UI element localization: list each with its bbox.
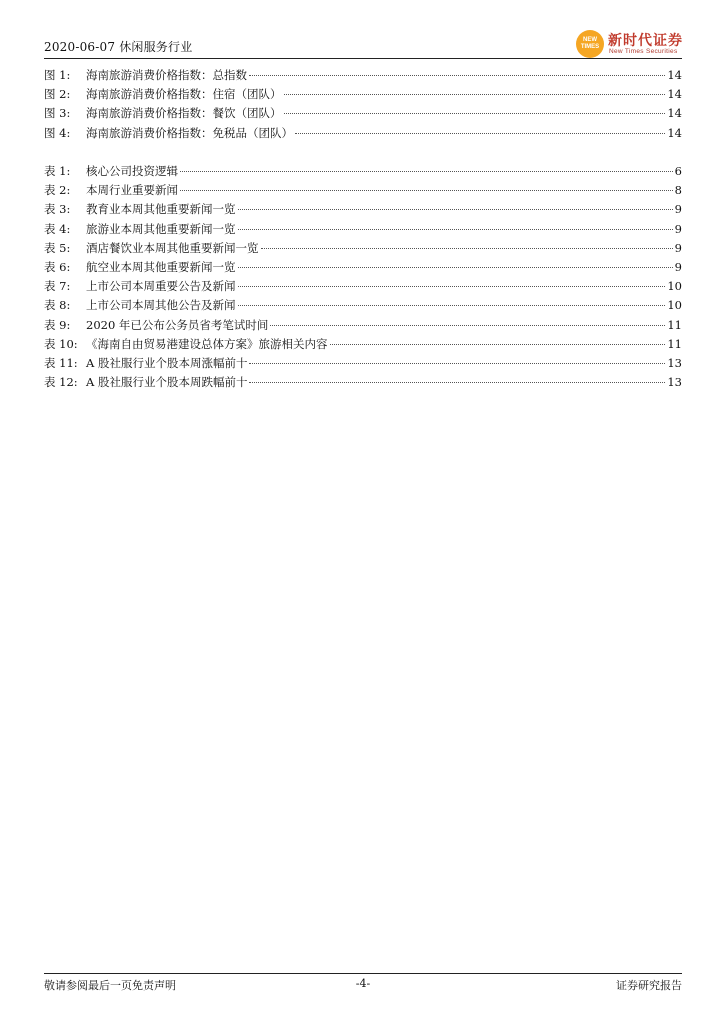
table-toc-entry-title: 上市公司本周其他公告及新闻 bbox=[86, 298, 236, 313]
table-toc-entry-page: 6 bbox=[674, 164, 682, 178]
company-logo bbox=[576, 30, 686, 60]
logo-mark-icon bbox=[576, 30, 604, 58]
dot-leader bbox=[249, 362, 665, 364]
dot-leader bbox=[238, 285, 666, 287]
figure-toc-entry-page: 14 bbox=[667, 125, 682, 140]
table-toc-entry-number: 表 2: bbox=[44, 183, 71, 198]
dot-leader bbox=[180, 170, 673, 172]
header-divider bbox=[44, 58, 682, 59]
table-toc-entry-title: 航空业本周其他重要新闻一览 bbox=[86, 259, 236, 274]
dot-leader bbox=[270, 324, 665, 326]
dot-leader bbox=[249, 381, 665, 383]
table-toc-entry-page: 9 bbox=[674, 221, 682, 236]
table-toc-entry-number: 表 5: bbox=[44, 240, 71, 255]
table-toc-entry[interactable] bbox=[44, 162, 682, 181]
dot-leader bbox=[261, 247, 673, 249]
header-date-category: 2020-06-07 休闲服务行业 bbox=[44, 40, 193, 54]
figure-toc bbox=[44, 66, 682, 143]
figure-toc-entry[interactable] bbox=[44, 66, 682, 85]
logo-cn-name: 新时代证券 bbox=[608, 33, 683, 49]
table-toc-entry-title: 本周行业重要新闻 bbox=[86, 183, 178, 198]
dot-leader bbox=[284, 93, 666, 95]
table-toc-entry-page: 9 bbox=[674, 259, 682, 274]
table-toc-list bbox=[44, 162, 682, 392]
logo-mark-line2: TIMES bbox=[580, 44, 600, 50]
table-toc-entry[interactable] bbox=[44, 316, 682, 335]
dot-leader bbox=[330, 343, 666, 345]
table-toc-entry-page: 10 bbox=[667, 298, 682, 313]
figure-toc-entry-number: 图 3: bbox=[44, 106, 71, 121]
figure-toc-entry-title: 海南旅游消费价格指数：餐饮（团队） bbox=[86, 106, 282, 121]
figure-toc-entry-number: 图 2: bbox=[44, 87, 71, 102]
table-toc-entry-title: 上市公司本周重要公告及新闻 bbox=[86, 279, 236, 294]
footer-divider bbox=[44, 973, 682, 974]
table-toc-entry[interactable] bbox=[44, 220, 682, 239]
table-toc-entry-title: A 股社服行业个股本周跌幅前十 bbox=[86, 375, 248, 390]
table-toc bbox=[44, 162, 682, 392]
table-toc-entry-number: 表 10: bbox=[44, 336, 78, 351]
dot-leader bbox=[238, 266, 673, 268]
figure-toc-entry-page: 14 bbox=[667, 68, 682, 82]
table-toc-entry[interactable] bbox=[44, 354, 682, 373]
table-toc-entry[interactable] bbox=[44, 296, 682, 315]
table-toc-entry[interactable] bbox=[44, 181, 682, 200]
figure-toc-entry-number: 图 4: bbox=[44, 125, 71, 140]
table-toc-entry-number: 表 12: bbox=[44, 375, 78, 390]
dot-leader bbox=[295, 132, 665, 134]
table-toc-entry-title: 旅游业本周其他重要新闻一览 bbox=[86, 221, 236, 236]
table-toc-entry-title: 2020 年已公布公务员省考笔试时间 bbox=[86, 317, 269, 332]
table-toc-entry[interactable] bbox=[44, 335, 682, 354]
footer-report-type: 证券研究报告 bbox=[616, 979, 682, 992]
dot-leader bbox=[238, 304, 666, 306]
figure-toc-entry[interactable] bbox=[44, 124, 682, 143]
figure-toc-entry[interactable] bbox=[44, 104, 682, 123]
table-toc-entry-title: A 股社服行业个股本周涨幅前十 bbox=[86, 355, 248, 370]
table-toc-entry-page: 11 bbox=[667, 317, 682, 332]
figure-toc-list bbox=[44, 66, 682, 143]
table-toc-entry-number: 表 9: bbox=[44, 317, 71, 332]
table-toc-entry-page: 9 bbox=[674, 240, 682, 255]
table-toc-entry-number: 表 3: bbox=[44, 202, 71, 217]
table-toc-entry[interactable] bbox=[44, 277, 682, 296]
table-toc-entry-number: 表 6: bbox=[44, 259, 71, 274]
table-toc-entry[interactable] bbox=[44, 239, 682, 258]
table-toc-entry[interactable] bbox=[44, 373, 682, 392]
table-toc-entry-number: 表 8: bbox=[44, 298, 71, 313]
table-toc-entry-page: 13 bbox=[667, 355, 682, 370]
figure-toc-entry-page: 14 bbox=[667, 87, 682, 102]
dot-leader bbox=[284, 112, 666, 114]
table-toc-entry-title: 教育业本周其他重要新闻一览 bbox=[86, 202, 236, 217]
table-toc-entry-page: 13 bbox=[667, 375, 682, 390]
footer-disclaimer: 敬请参阅最后一页免责声明 bbox=[44, 979, 176, 992]
table-toc-entry-number: 表 11: bbox=[44, 355, 78, 370]
page-footer bbox=[44, 977, 682, 993]
page-number: -4- bbox=[355, 977, 371, 990]
dot-leader bbox=[249, 74, 665, 76]
logo-mark-line1: NEW bbox=[583, 37, 597, 43]
table-toc-entry[interactable] bbox=[44, 200, 682, 219]
table-toc-entry-title: 核心公司投资逻辑 bbox=[86, 164, 178, 178]
table-toc-entry-page: 10 bbox=[667, 279, 682, 294]
table-toc-entry-page: 9 bbox=[674, 202, 682, 217]
dot-leader bbox=[238, 208, 673, 210]
table-toc-entry-number: 表 1: bbox=[44, 164, 71, 178]
table-toc-entry-title: 酒店餐饮业本周其他重要新闻一览 bbox=[86, 240, 259, 255]
table-toc-entry-title: 《海南自由贸易港建设总体方案》旅游相关内容 bbox=[86, 336, 328, 351]
dot-leader bbox=[238, 228, 673, 230]
table-toc-entry-number: 表 4: bbox=[44, 221, 71, 236]
figure-toc-entry[interactable] bbox=[44, 85, 682, 104]
figure-toc-entry-title: 海南旅游消费价格指数：免税品（团队） bbox=[86, 125, 293, 140]
figure-toc-entry-title: 海南旅游消费价格指数：住宿（团队） bbox=[86, 87, 282, 102]
figure-toc-entry-page: 14 bbox=[667, 106, 682, 121]
figure-toc-entry-number: 图 1: bbox=[44, 68, 71, 82]
table-toc-entry-page: 11 bbox=[667, 336, 682, 351]
table-toc-entry[interactable] bbox=[44, 258, 682, 277]
table-toc-entry-number: 表 7: bbox=[44, 279, 71, 294]
table-toc-entry-page: 8 bbox=[674, 183, 682, 198]
figure-toc-entry-title: 海南旅游消费价格指数：总指数 bbox=[86, 68, 247, 82]
dot-leader bbox=[180, 189, 673, 191]
logo-en-name: New Times Securities bbox=[609, 48, 678, 55]
